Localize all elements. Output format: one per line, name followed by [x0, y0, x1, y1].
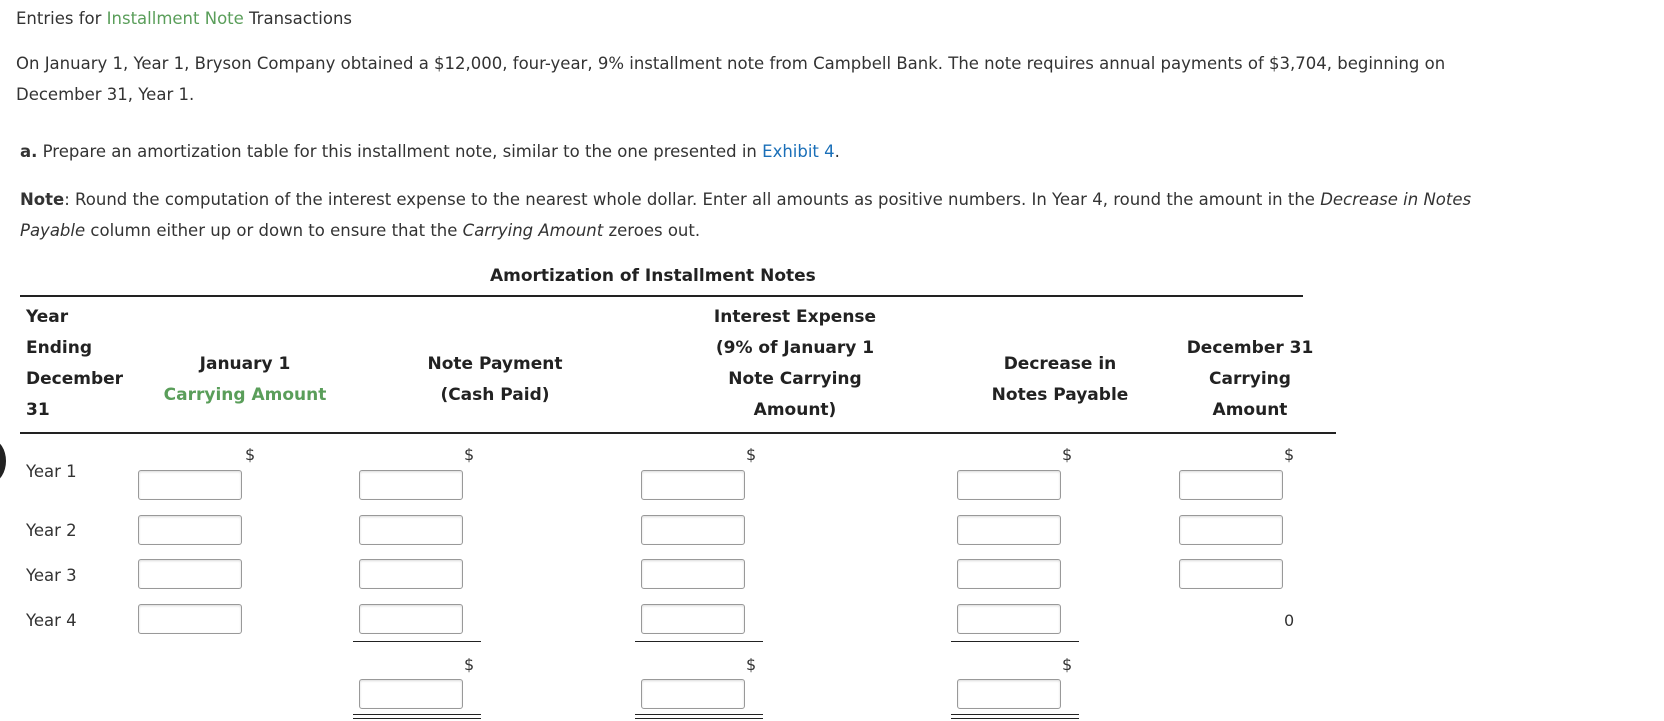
note-text-1: : Round the computation of the interest expense to the nearest whole dollar. Enter all amounts as positive numbers. In Year 4, round the amount in the	[64, 190, 1321, 209]
row-label-year-1: Year 1	[26, 462, 77, 481]
dollar-sign: $	[1284, 445, 1295, 464]
header-dec31-carrying	[1160, 333, 1340, 426]
dollar-sign: $	[245, 445, 256, 464]
part-a-end: .	[834, 142, 840, 161]
note-label: Note	[20, 190, 65, 209]
total-note-payment-input[interactable]	[359, 679, 463, 709]
intro-line-1: On January 1, Year 1, Bryson Company obtained a $12,000, four-year, 9% installment note from Campbell Bank. The note requires annual payments of $3,704, beginning on	[16, 54, 1446, 73]
header-note-payment	[385, 349, 605, 411]
header-year-l4: 31	[26, 400, 50, 420]
part-a-letter: a.	[20, 142, 38, 161]
header-dec31-l2: Carrying	[1209, 369, 1291, 389]
header-year	[26, 302, 123, 426]
header-interest-l4: Amount)	[753, 400, 837, 420]
header-interest-l1: Interest Expense	[713, 307, 877, 327]
header-dec31-l1: December 31	[1186, 338, 1314, 358]
year3-jan1-carrying-input[interactable]	[138, 559, 242, 589]
year3-note-payment-input[interactable]	[359, 559, 463, 589]
part-a-text: Prepare an amortization table for this installment note, similar to the one presented in	[37, 142, 763, 161]
note-line-1	[20, 184, 1644, 215]
header-decrease-l1: Decrease in	[1003, 354, 1117, 374]
header-jan1-carrying	[140, 349, 350, 411]
note-line-2	[20, 215, 1644, 246]
total-rule	[353, 641, 481, 642]
total-interest-expense-input[interactable]	[641, 679, 745, 709]
year2-dec31-carrying-input[interactable]	[1179, 515, 1283, 545]
installment-note-link[interactable]: Installment Note	[106, 9, 244, 28]
row-label-year-3: Year 3	[26, 566, 77, 585]
row-label-year-2: Year 2	[26, 521, 77, 540]
row-label-year-4: Year 4	[26, 611, 77, 630]
page-heading	[16, 3, 1644, 34]
table-top-rule	[20, 295, 1303, 297]
dollar-sign: $	[746, 655, 757, 674]
header-interest-expense	[670, 302, 920, 426]
header-decrease-notes	[960, 349, 1160, 411]
heading-suffix: Transactions	[243, 9, 353, 28]
year2-note-payment-input[interactable]	[359, 515, 463, 545]
year4-decrease-notes-input[interactable]	[957, 604, 1061, 634]
part-a-instruction	[20, 136, 1644, 167]
year1-note-payment-input[interactable]	[359, 470, 463, 500]
total-decrease-notes-input[interactable]	[957, 679, 1061, 709]
note-italic-2: Carrying Amount	[462, 221, 604, 240]
header-year-l1: Year	[26, 307, 69, 327]
dollar-sign: $	[1062, 445, 1073, 464]
side-indicator	[0, 440, 6, 482]
year4-note-payment-input[interactable]	[359, 604, 463, 634]
note-text-3: zeroes out.	[603, 221, 701, 240]
heading-prefix: Entries for	[16, 9, 107, 28]
total-double-rule	[353, 714, 481, 719]
exhibit-4-link[interactable]: Exhibit 4	[762, 142, 835, 161]
table-title: Amortization of Installment Notes	[490, 266, 816, 286]
year4-dec31-carrying-value: 0	[1284, 611, 1295, 630]
year1-decrease-notes-input[interactable]	[957, 470, 1061, 500]
year3-interest-expense-input[interactable]	[641, 559, 745, 589]
dollar-sign: $	[464, 655, 475, 674]
header-jan1-l1: January 1	[199, 354, 291, 374]
year2-interest-expense-input[interactable]	[641, 515, 745, 545]
year2-jan1-carrying-input[interactable]	[138, 515, 242, 545]
header-year-l3: December	[26, 369, 124, 389]
year4-interest-expense-input[interactable]	[641, 604, 745, 634]
note-text-2: column either up or down to ensure that the	[85, 221, 463, 240]
year3-dec31-carrying-input[interactable]	[1179, 559, 1283, 589]
header-year-l2: Ending	[26, 338, 92, 358]
year1-jan1-carrying-input[interactable]	[138, 470, 242, 500]
header-dec31-l3: Amount	[1212, 400, 1288, 420]
table-header-rule	[20, 432, 1336, 434]
header-interest-l3: Note Carrying	[728, 369, 862, 389]
header-payment-l1: Note Payment	[427, 354, 563, 374]
year1-interest-expense-input[interactable]	[641, 470, 745, 500]
total-double-rule	[951, 714, 1079, 719]
total-rule	[635, 641, 763, 642]
year4-jan1-carrying-input[interactable]	[138, 604, 242, 634]
total-rule	[951, 641, 1079, 642]
header-payment-l2: (Cash Paid)	[440, 385, 550, 405]
note-italic-1b: Payable	[20, 221, 86, 240]
dollar-sign: $	[1062, 655, 1073, 674]
note-italic-1: Decrease in Notes	[1320, 190, 1472, 209]
dollar-sign: $	[746, 445, 757, 464]
year2-decrease-notes-input[interactable]	[957, 515, 1061, 545]
year3-decrease-notes-input[interactable]	[957, 559, 1061, 589]
intro-line-2: December 31, Year 1.	[16, 85, 195, 104]
year1-dec31-carrying-input[interactable]	[1179, 470, 1283, 500]
dollar-sign: $	[464, 445, 475, 464]
carrying-amount-link[interactable]: Carrying Amount	[163, 385, 327, 405]
total-double-rule	[635, 714, 763, 719]
header-interest-l2: (9% of January 1	[715, 338, 875, 358]
header-decrease-l2: Notes Payable	[991, 385, 1129, 405]
